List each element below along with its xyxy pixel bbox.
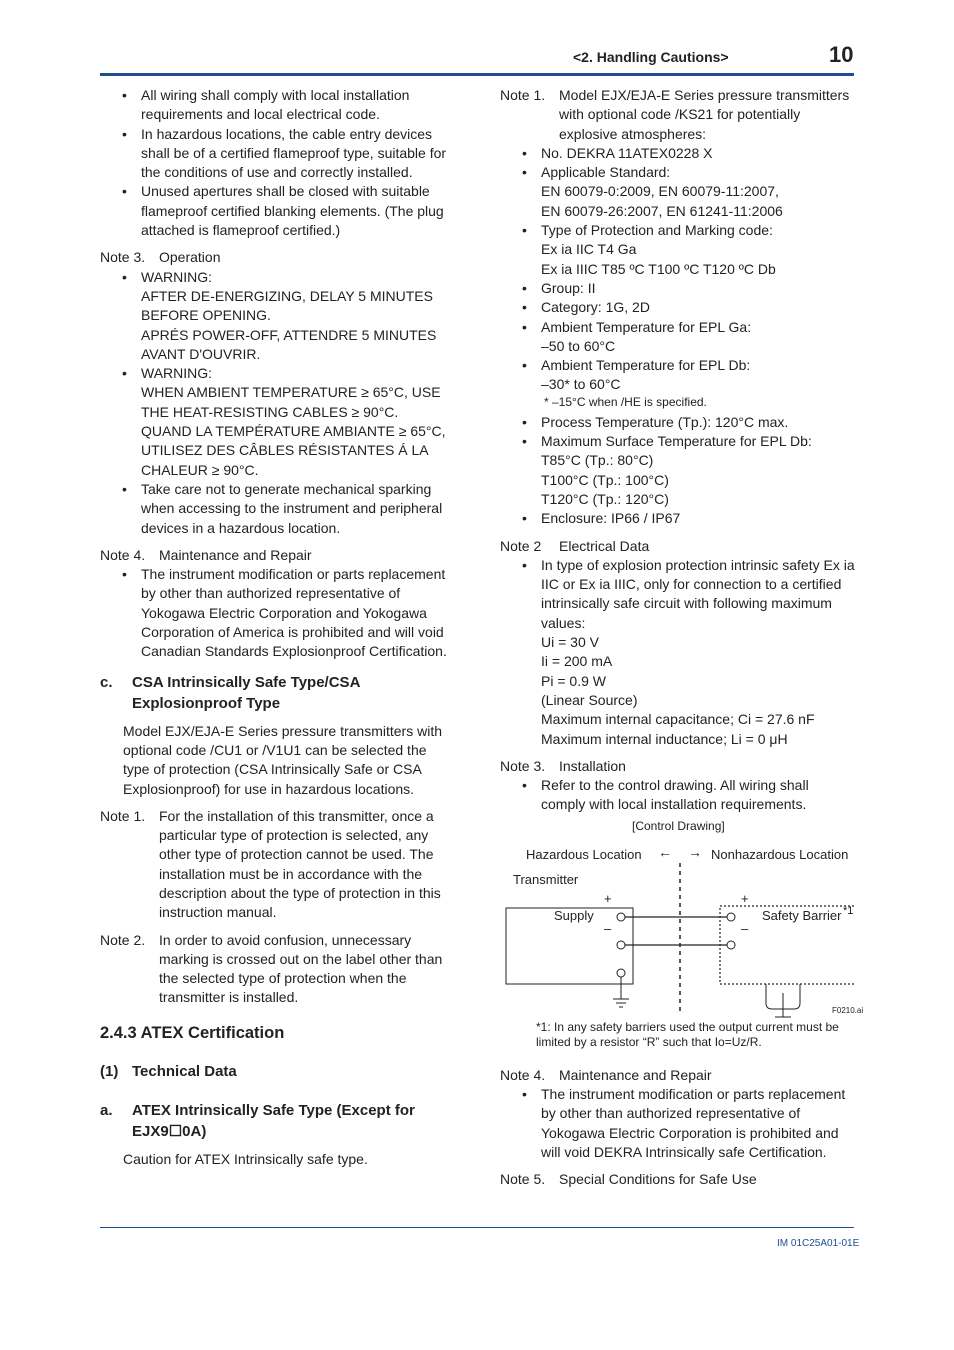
subsection-title: ATEX Intrinsically Safe Type (Except for EJX9☐0A) — [132, 1102, 415, 1141]
control-drawing — [500, 817, 864, 1020]
note-title: Electrical Data — [559, 537, 650, 554]
barrier-ref: *1 — [843, 904, 854, 917]
list-item: • Maximum Surface Temperature for EPL Db: — [500, 432, 856, 451]
header-rule — [100, 73, 854, 76]
list-item: • Applicable Standard: — [500, 163, 856, 182]
terminal-minus-left — [617, 941, 625, 949]
note-3-heading — [500, 757, 856, 776]
page-number: 10 — [829, 42, 854, 67]
list-item: • All wiring shall comply with local installation requirements and local electrical code. — [100, 86, 450, 125]
note-label: Note 4. — [100, 546, 146, 563]
note-title: Special Conditions for Safe Use — [559, 1171, 757, 1188]
subsection-heading-a — [100, 1100, 450, 1142]
standard-line: EN 60079-26:2007, EN 61241-11:2006 — [541, 202, 783, 219]
subsection-heading-1 — [100, 1061, 450, 1082]
terminal-minus-right — [727, 941, 735, 949]
list-item: • In hazardous locations, the cable entry devices shall be of a certified flameproof type, suitable for the conditions of use and correctly installed. — [100, 125, 450, 183]
note-label: Note 3. — [100, 249, 146, 266]
list-item: • The instrument modification or parts replacement by other than authorized representative of Yokogawa Electric Corporation is prohibited and will void DEKRA Intrinsically safe Certification. — [500, 1085, 856, 1162]
minus-label-right: – — [741, 920, 749, 936]
list-item: • Refer to the control drawing. All wiring shall comply with local installation requirements. — [500, 776, 856, 815]
list-item: • Group: II — [500, 279, 856, 298]
list-item: • Ambient Temperature for EPL Ga: — [500, 318, 856, 337]
subsection-title: CSA Intrinsically Safe Type/CSA Explosionproof Type — [132, 673, 360, 712]
list-item: • No. DEKRA 11ATEX0228 X — [500, 144, 856, 163]
electrical-value: Maximum internal inductance; Li = 0 μH — [541, 730, 788, 747]
terminal-plus-left — [617, 913, 625, 921]
note-text: Model EJX/EJA-E Series pressure transmitters with optional code /KS21 for potentially explosive atmospheres: — [559, 87, 850, 142]
document-id: IM 01C25A01-01E — [777, 1238, 860, 1249]
note-label: Note 1. — [500, 87, 546, 103]
note-title: Operation — [159, 249, 221, 266]
note-text: In order to avoid confusion, unnecessary marking is crossed out on the label other than the selected type of protection when the transmitter is installed. — [159, 931, 443, 1006]
note-4-heading — [500, 1066, 856, 1085]
note-title: Maintenance and Repair — [559, 1066, 712, 1083]
ground-terminal — [617, 969, 625, 977]
note-5-heading — [500, 1170, 856, 1189]
transmitter-label: Transmitter — [513, 871, 579, 887]
footer-rule — [100, 1227, 854, 1228]
standard-line: EN 60079-0:2009, EN 60079-11:2007, — [541, 183, 779, 200]
note-label: Note 2. — [100, 931, 146, 948]
electrical-value: (Linear Source) — [541, 691, 638, 708]
note-3-heading — [100, 248, 450, 267]
nonhazardous-label: Nonhazardous Location — [711, 846, 849, 862]
safety-barrier-label: Safety Barrier — [762, 907, 842, 923]
list-item: • Enclosure: IP66 / IP67 — [500, 509, 856, 528]
note-1 — [500, 86, 856, 144]
plus-label-left: + — [604, 890, 612, 906]
subsection-title: Technical Data — [132, 1063, 237, 1081]
note-1 — [100, 807, 450, 923]
list-item: • In type of explosion protection intrinsic safety Ex ia IIC or Ex ia IIIC, only for connection to a certified intrinsically safe circuit with following maximum values: — [500, 556, 856, 633]
arrow-right-icon: → — [688, 843, 702, 860]
note-title: Maintenance and Repair — [159, 546, 312, 563]
subsection-letter: (1) — [100, 1063, 119, 1081]
left-column — [100, 86, 450, 1169]
note-2-heading — [500, 537, 856, 556]
marking-code: Ex ia IIC T4 Ga — [541, 241, 637, 258]
note-text: For the installation of this transmitter, once a particular type of protection is selected, any other type of protection cannot be used. The installation must be in accordance with the description about the type of protection in this instruction manual. — [159, 807, 441, 921]
note-label: Note 3. — [500, 757, 546, 774]
section-heading: 2.4.3 ATEX Certification — [100, 1023, 285, 1042]
electrical-value: Ii = 200 mA — [541, 653, 613, 670]
paragraph: Model EJX/EJA-E Series pressure transmitters with optional code /CU1 or /V1U1 can be selected the type of protection (CSA Intrinsically Safe or CSA Explosionproof) for use in hazardous locations. — [123, 722, 442, 797]
subsection-heading-c — [100, 672, 450, 714]
temperature-value: –50 to 60°C — [541, 337, 616, 354]
marking-code: Ex ia IIIC T85 ºC T100 ºC T120 ºC Db — [541, 260, 776, 277]
list-item: • Ambient Temperature for EPL Db: — [500, 356, 856, 375]
temperature-value: –30* to 60°C — [541, 376, 621, 393]
warning-text: WHEN AMBIENT TEMPERATURE ≥ 65°C, USE THE HEAT-RESISTING CABLES ≥ 90°C. — [141, 384, 441, 420]
note-4-heading — [100, 546, 450, 565]
warning-text: AFTER DE-ENERGIZING, DELAY 5 MINUTES BEFORE OPENING. — [141, 287, 433, 324]
plus-label-right: + — [741, 890, 749, 906]
caution-text: Caution for ATEX Intrinsically safe type. — [123, 1151, 368, 1168]
temperature-value: T85°C (Tp.: 80°C) — [541, 452, 654, 469]
terminal-plus-right — [727, 913, 735, 921]
figure-id: F0210.ai — [832, 1005, 864, 1015]
drawing-title: [Control Drawing] — [632, 818, 725, 833]
note-label: Note 4. — [500, 1066, 546, 1083]
note-label: Note 5. — [500, 1171, 546, 1188]
list-item: • WARNING: — [100, 364, 450, 383]
temperature-value: T120°C (Tp.: 120°C) — [541, 490, 669, 507]
list-item: • Take care not to generate mechanical sparking when accessing to the instrument and peripheral devices in a hazardous location. — [100, 480, 450, 538]
electrical-value: Maximum internal capacitance; Ci = 27.6 nF — [541, 711, 815, 728]
list-item: • Category: 1G, 2D — [500, 298, 856, 317]
note-2 — [100, 931, 450, 1008]
warning-text: QUAND LA TEMPÉRATURE AMBIANTE ≥ 65°C, UTILISEZ DES CÂBLES RÉSISTANTES Á LA CHALEUR ≥ 90°C. — [141, 423, 446, 478]
note-title: Installation — [559, 757, 626, 774]
hazardous-label: Hazardous Location — [526, 846, 642, 862]
supply-label: Supply — [554, 907, 594, 923]
footnote-he: * –15°C when /HE is specified. — [544, 394, 707, 409]
list-item: • WARNING: — [100, 268, 450, 287]
note-label: Note 1. — [100, 807, 146, 824]
subsection-letter: c. — [100, 673, 113, 691]
warning-text: APRÉS POWER-OFF, ATTENDRE 5 MINUTES AVANT D'OUVRIR. — [141, 326, 437, 362]
electrical-value: Pi = 0.9 W — [541, 672, 606, 689]
running-header: <2. Handling Cautions> — [573, 49, 729, 65]
list-item: • The instrument modification or parts replacement by other than authorized representative of Yokogawa Electric Corporation and Yokogawa Corporation of America is prohibited and will void Canadian Standards Explosionproof Certification. — [100, 565, 450, 661]
right-column — [500, 86, 864, 1189]
list-item: • Type of Protection and Marking code: — [500, 221, 856, 240]
list-item: • Process Temperature (Tp.): 120°C max. — [500, 413, 856, 432]
electrical-value: Ui = 30 V — [541, 634, 599, 651]
minus-label-left: – — [604, 920, 612, 936]
drawing-footnote: *1: In any safety barriers used the output current must be limited by a resistor “R” such that Io=Uz/R. — [536, 1019, 839, 1049]
temperature-value: T100°C (Tp.: 100°C) — [541, 471, 669, 488]
list-item: • Unused apertures shall be closed with suitable flameproof certified blanking elements. (The plug attached is flameproof certified.) — [100, 182, 450, 240]
arrow-left-icon: ← — [658, 843, 672, 860]
note-label: Note 2 — [500, 537, 542, 554]
subsection-letter: a. — [100, 1102, 113, 1120]
